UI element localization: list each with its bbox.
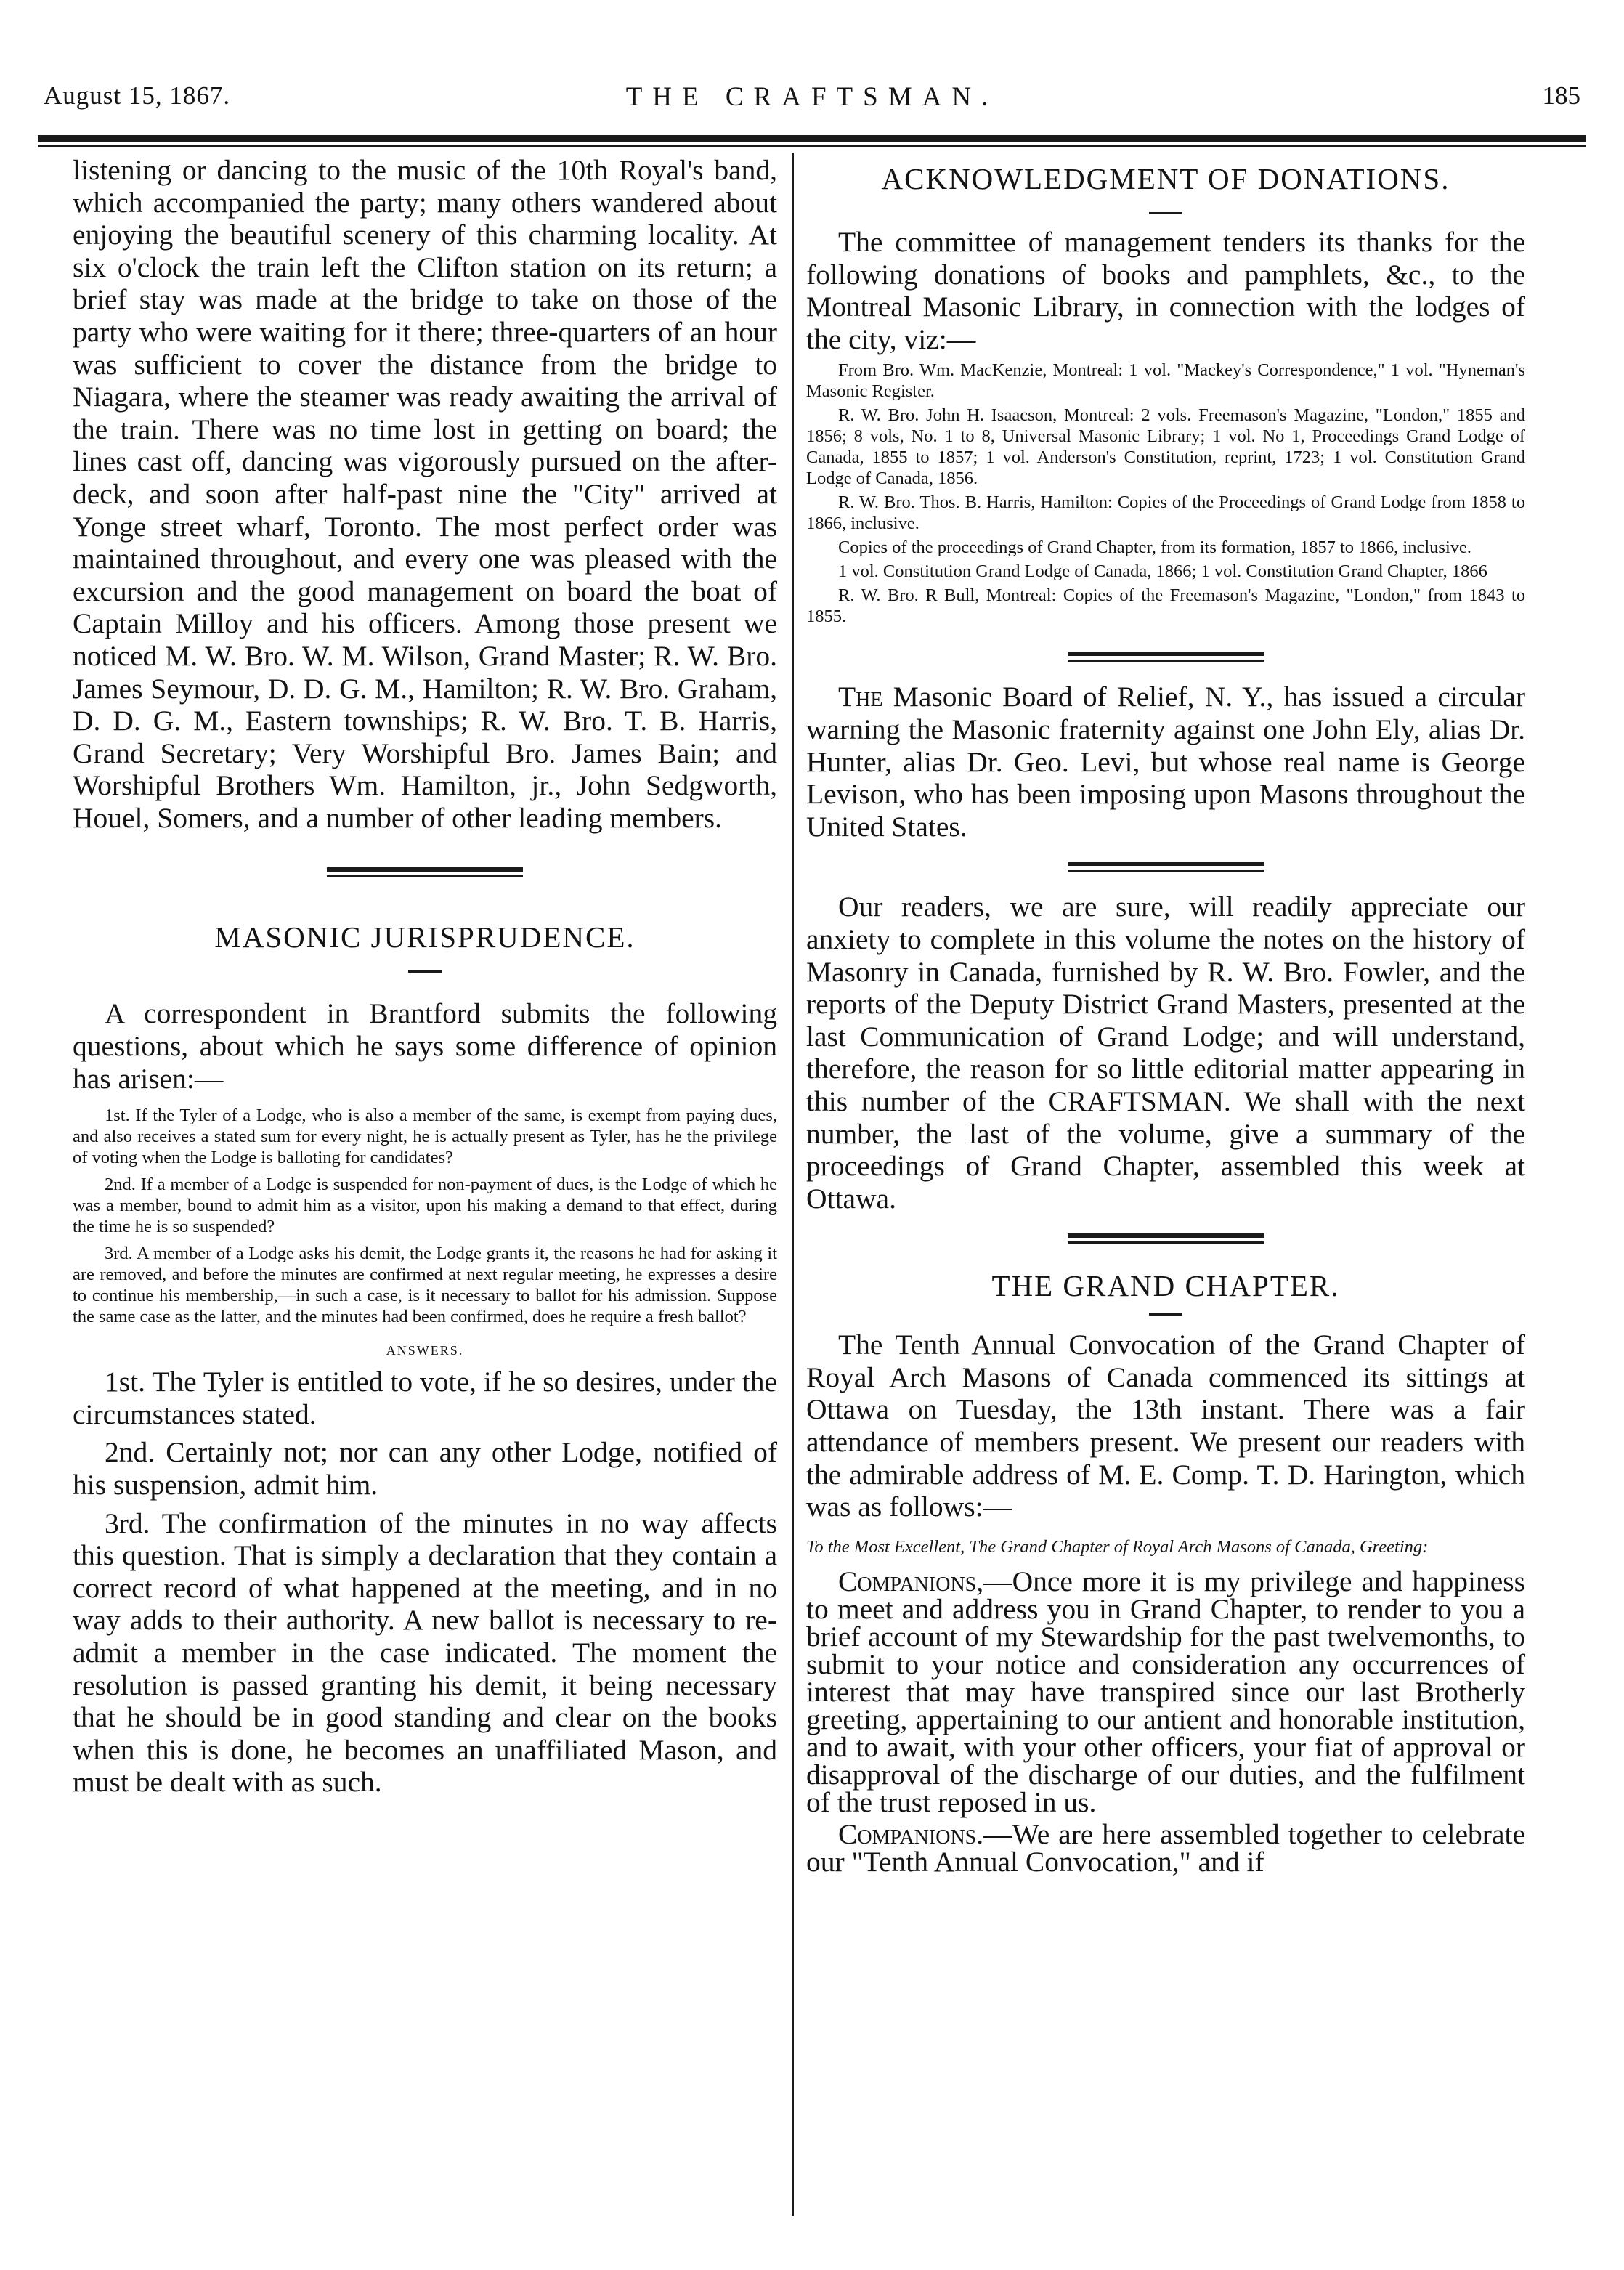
answer-1: 1st. The Tyler is entitled to vote, if he so desires, under the circumstances stated. (73, 1366, 777, 1430)
donation-entry: 1 vol. Constitution Grand Lodge of Canada, 1866; 1 vol. Constitution Grand Chapter, 1866 (838, 562, 1487, 582)
section-divider (1068, 1233, 1264, 1244)
answer-2: 2nd. Certainly not; nor can any other Lodge, notified of his suspension, admit him. (73, 1436, 777, 1501)
section-divider (327, 867, 523, 877)
donations-intro: The committee of management tenders its thanks for the following donations of books and pamphlets, &c., to the Montreal Masonic Library, in connection with the lodges of the city, viz:— (806, 226, 1525, 355)
header-rule-thick (38, 135, 1586, 142)
header-rule-thin (38, 145, 1586, 147)
title-dash (408, 970, 442, 973)
donation-entry: R. W. Bro. R Bull, Montreal: Copies of the Freemason's Magazine, "London," from 1843 to 1855. (806, 585, 1525, 627)
donation-entry: From Bro. Wm. MacKenzie, Montreal: 1 vol. "Mackey's Correspondence," 1 vol. "Hyneman's Masonic Register. (806, 360, 1525, 402)
question-1: 1st. If the Tyler of a Lodge, who is also a member of the same, is exempt from paying dues, and also receives a stated sum for every night, he is actually present as Tyler, has he the privilege of voting when the Lodge is balloting for candidates? (73, 1106, 777, 1168)
section-divider (1068, 862, 1264, 872)
right-column (806, 154, 1525, 1876)
excursion-paragraph: listening or dancing to the music of the 10th Royal's band, which accompanied the party; many others wandered about enjoying the beautiful scenery of this charming locality. At six o'clock the train left the Clifton station on its return; a brief stay was made at the bridge to take on those of the party who were waiting for it there; three-quarters of an hour was sufficient to cover the distance from the bridge to Niagara, where the steamer was ready awaiting the arrival of the train. There was no time lost in getting on board; the lines cast off, dancing was vigorously pursued on the after-deck, and soon after half-past nine the "City" arrived at Yonge street wharf, Toronto. The most perfect order was maintained throughout, and every one was pleased with the excursion and the good management on board the boat of Captain Milloy and his officers. Among those present we noticed M. W. Bro. W. M. Wilson, Grand Master; R. W. Bro. James Seymour, D. D. G. M., Hamilton; R. W. Bro. Graham, D. D. G. M., Eastern townships; R. W. Bro. T. B. Harris, Grand Secretary; Very Worshipful Bro. James Bain; and Worshipful Brothers Wm. Hamilton, jr., John Sedgworth, Houel, Somers, and a number of other leading members. (73, 154, 777, 834)
page-header (44, 81, 1580, 125)
header-title: THE CRAFTSMAN. (625, 82, 999, 112)
donations-title: ACKNOWLEDGMENT OF DONATIONS. (881, 162, 1450, 195)
donation-entry: Copies of the proceedings of Grand Chapter, from its formation, 1857 to 1866, inclusive. (838, 538, 1471, 558)
title-dash (1149, 1313, 1182, 1316)
relief-text: Masonic Board of Relief, N. Y., has issued a circular warning the Masonic fraternity against one John Ely, alias Dr. Hunter, alias Dr. Geo. Levi, but whose real name is George Levison, who has been imposing upon Masons throughout the United States. (806, 681, 1525, 843)
question-3: 3rd. A member of a Lodge asks his demit, the Lodge grants it, the reasons he had for asking it are removed, and before the minutes are confirmed at next regular meeting, he expresses a desire to continue his membership,—in such a case, is it necessary to ballot for his admission. Suppose the same case as the latter, and the minutes had been confirmed, does he require a fresh ballot? (73, 1244, 777, 1327)
salutation: To the Most Excellent, The Grand Chapter of Royal Arch Masons of Canada, Greeting: (806, 1536, 1429, 1557)
donation-entry: R. W. Bro. John H. Isaacson, Montreal: 2 vols. Freemason's Magazine, "London," 1855 and 1856; 8 vols, No. 1 to 8, Universal Masonic Library; 1 vol. No 1, Proceedings Grand Lodge of Canada, 1855 to 1857; 1 vol. Anderson's Constitution, reprint, 1723; 1 vol. Constitution Grand Lodge of Canada, 1856. (806, 405, 1525, 489)
address-lead-2: Companions. (838, 1817, 984, 1850)
header-date: August 15, 1867. (44, 81, 231, 110)
answer-3: 3rd. The confirmation of the minutes in no way affects this question. That is simply a declaration that they contain a correct record of what happened at the meeting, and in no way adds to their authority. A new ballot is necessary to re-admit a member in the case indicated. The moment the resolution is passed granting his demit, it being necessary that he should be in good standing and clear on the books when this is done, he becomes an unaffiliated Mason, and must be dealt with as such. (73, 1507, 777, 1799)
readers-paragraph: Our readers, we are sure, will readily appreciate our anxiety to complete in this volume the notes on the history of Masonry in Canada, furnished by R. W. Bro. Fowler, and the reports of the Deputy District Grand Masters, presented at the last Communication of Grand Lodge; and will understand, therefore, the reason for so little editorial matter appearing in this number of the CRAFTSMAN. We shall with the next number, the last of the volume, give a summary of the proceedings of Grand Chapter, assembled this week at Ottawa. (806, 891, 1525, 1215)
answers-label: ANSWERS. (386, 1343, 464, 1358)
grand-chapter-intro: The Tenth Annual Convocation of the Grand Chapter of Royal Arch Masons of Canada commenced its sittings at Ottawa on Tuesday, the 13th instant. There was a fair attendance of members present. We present our readers with the admirable address of M. E. Comp. T. D. Harington, which was as follows:— (806, 1329, 1525, 1523)
donation-entry: R. W. Bro. Thos. B. Harris, Hamilton: Copies of the Proceedings of Grand Lodge from 1858 to 1866, inclusive. (806, 492, 1525, 534)
jurisprudence-title: MASONIC JURISPRUDENCE. (214, 920, 636, 954)
header-page-number: 185 (1542, 81, 1580, 110)
relief-notice (806, 681, 1525, 843)
relief-lead: The (838, 681, 883, 713)
title-dash (1149, 212, 1182, 214)
address-lead-1: Companions, (838, 1565, 984, 1597)
address-paragraph-2 (806, 1817, 1525, 1878)
grand-chapter-title: THE GRAND CHAPTER. (991, 1269, 1340, 1303)
section-divider (1068, 652, 1264, 662)
left-column (73, 154, 777, 1799)
column-divider (792, 153, 794, 2216)
address-paragraph-1 (806, 1565, 1525, 1818)
address-text-2: —We are here assembled together to celebrate our "Tenth Annual Convocation," and if (806, 1817, 1525, 1878)
address-text-1: —Once more it is my privilege and happiness to meet and address you in Grand Chapter, to render to you a brief account of my Stewardship for the past twelvemonths, to submit to your notice and consideration any occurrences of interest that may have transpired since our last Brotherly greeting, appertaining to our antient and honorable institution, and to await, with your other officers, your fiat of approval or disapproval of the discharge of our duties, and the fulfilment of the trust reposed in us. (806, 1565, 1525, 1818)
jurisprudence-intro: A correspondent in Brantford submits the following questions, about which he says some difference of opinion has arisen:— (73, 997, 777, 1095)
question-2: 2nd. If a member of a Lodge is suspended for non-payment of dues, is the Lodge of which he was a member, bound to admit him as a visitor, upon his making a demand to that effect, during the time he is so suspended? (73, 1175, 777, 1237)
